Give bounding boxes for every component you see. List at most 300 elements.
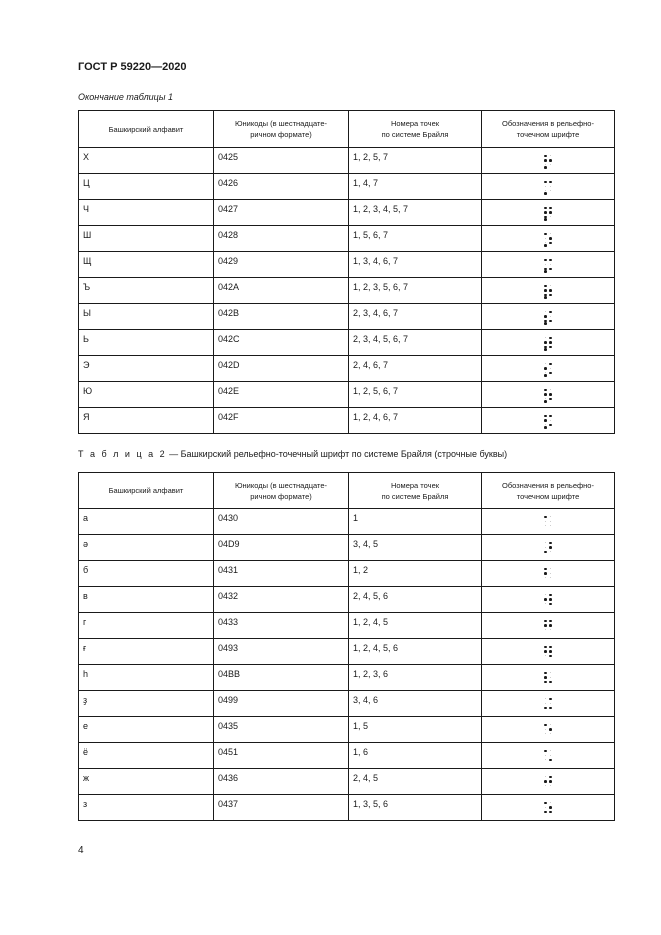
table-row [79,382,615,408]
raised-dot [549,776,552,779]
braille-dots-icon [543,775,553,789]
raised-dot [549,624,552,627]
unicode-cell: 0435 [214,717,349,743]
raised-dot [549,268,552,271]
raised-dot [544,750,547,753]
dot-numbers-cell: 1, 2, 5, 7 [349,148,482,174]
letter-cell: Ц [79,174,214,200]
raised-dot [549,728,552,731]
raised-dot [544,646,547,649]
table-1-body [79,148,615,434]
raised-dot [549,242,552,245]
table-row [79,252,615,278]
braille-dots-icon [543,336,553,350]
raised-dot [544,285,547,288]
empty-dot-position [545,807,546,808]
raised-dot [544,551,547,554]
braille-dots-icon [543,619,553,633]
raised-dot [549,646,552,649]
unicode-cell: 0429 [214,252,349,278]
braille-dots-icon [543,310,553,324]
unicode-cell: 0451 [214,743,349,769]
raised-dot [544,218,547,221]
dot-numbers-cell: 1, 3, 4, 6, 7 [349,252,482,278]
dot-numbers-cell: 1, 2, 5, 6, 7 [349,382,482,408]
column-header-alphabet [79,111,214,148]
empty-dot-position [545,238,546,239]
empty-dot-position [545,337,546,338]
letter-cell: в [79,587,214,613]
raised-dot [549,681,552,684]
raised-dot [544,192,547,195]
empty-dot-position [550,389,551,390]
column-header-unicode [214,111,349,148]
braille-cell [482,509,615,535]
raised-dot [544,181,547,184]
letter-cell: Ь [79,330,214,356]
braille-dots-icon [543,515,553,529]
table-2-body [79,509,615,821]
raised-dot [549,542,552,545]
raised-dot [544,155,547,158]
raised-dot [544,624,547,627]
empty-dot-position [550,190,551,191]
raised-dot [549,346,552,349]
unicode-cell: 0436 [214,769,349,795]
raised-dot [549,603,552,606]
dot-numbers-cell: 1, 6 [349,743,482,769]
raised-dot [549,594,552,597]
raised-dot [549,207,552,210]
braille-cell [482,665,615,691]
column-header-unicode-line1: Юникоды (в шестнадцате- [234,119,328,128]
dot-numbers-cell: 1 [349,509,482,535]
braille-cell [482,408,615,434]
raised-dot [549,759,552,762]
dot-numbers-cell: 1, 3, 5, 6 [349,795,482,821]
braille-dots-icon [543,414,553,428]
dot-numbers-cell: 2, 4, 5, 6 [349,587,482,613]
braille-dots-icon [543,645,553,659]
raised-dot [549,393,552,396]
column-header-alphabet-text: Башкирский алфавит [108,486,184,495]
table-2-caption-label: Т а б л и ц а 2 [78,449,167,459]
table-row [79,587,615,613]
empty-dot-position [545,542,546,543]
raised-dot [544,620,547,623]
braille-dots-icon [543,284,553,298]
braille-cell [482,174,615,200]
raised-dot [549,237,552,240]
empty-dot-position [545,190,546,191]
letter-cell: ә [79,535,214,561]
raised-dot [544,389,547,392]
raised-dot [549,159,552,162]
empty-dot-position [545,776,546,777]
braille-dots-icon [543,593,553,607]
braille-cell [482,278,615,304]
empty-dot-position [545,242,546,243]
table-row [79,665,615,691]
braille-dots-icon [543,180,553,194]
empty-dot-position [550,672,551,673]
raised-dot [549,546,552,549]
braille-dots-icon [543,541,553,555]
table-row [79,509,615,535]
table-row [79,174,615,200]
raised-dot [549,707,552,710]
raised-dot [544,207,547,210]
braille-dots-icon [543,362,553,376]
empty-dot-position [550,316,551,317]
raised-dot [544,348,547,351]
unicode-cell: 042A [214,278,349,304]
braille-cell [482,691,615,717]
empty-dot-position [550,285,551,286]
empty-dot-position [545,186,546,187]
dot-numbers-cell: 1, 2, 3, 4, 5, 7 [349,200,482,226]
table-row [79,691,615,717]
braille-cell [482,148,615,174]
braille-table-1 [78,110,615,434]
empty-dot-position [550,186,551,187]
letter-cell: е [79,717,214,743]
braille-cell [482,795,615,821]
dot-numbers-cell: 1, 2, 4, 5 [349,613,482,639]
table-row [79,148,615,174]
dot-numbers-cell: 1, 2, 4, 6, 7 [349,408,482,434]
raised-dot [549,211,552,214]
letter-cell: ғ [79,639,214,665]
raised-dot [544,802,547,805]
raised-dot [544,568,547,571]
braille-dots-icon [543,567,553,581]
raised-dot [549,620,552,623]
raised-dot [549,650,552,653]
column-header-dots-line2: по системе Брайля [381,491,449,501]
letter-cell: Щ [79,252,214,278]
raised-dot [544,811,547,814]
unicode-cell: 042C [214,330,349,356]
table-header-row [79,473,615,509]
dot-numbers-cell: 1, 5, 6, 7 [349,226,482,252]
column-header-unicode-line2: ричном формате) [250,491,312,501]
braille-dots-icon [543,697,553,711]
unicode-cell: 042B [214,304,349,330]
braille-dots-icon [543,671,553,685]
raised-dot [549,372,552,375]
table-row [79,717,615,743]
column-header-dots [349,111,482,148]
raised-dot [549,337,552,340]
dot-numbers-cell: 1, 4, 7 [349,174,482,200]
empty-dot-position [545,698,546,699]
unicode-cell: 0428 [214,226,349,252]
raised-dot [544,400,547,403]
unicode-cell: 0426 [214,174,349,200]
table-row [79,304,615,330]
empty-dot-position [545,372,546,373]
dot-numbers-cell: 2, 4, 6, 7 [349,356,482,382]
empty-dot-position [550,750,551,751]
braille-cell [482,330,615,356]
empty-dot-position [550,577,551,578]
empty-dot-position [545,755,546,756]
page-number: 4 [78,845,84,856]
empty-dot-position [545,655,546,656]
unicode-cell: 0431 [214,561,349,587]
unicode-cell: 0432 [214,587,349,613]
unicode-cell: 0430 [214,509,349,535]
dot-numbers-cell: 1, 2 [349,561,482,587]
letter-cell: Ю [79,382,214,408]
empty-dot-position [545,264,546,265]
braille-cell [482,226,615,252]
unicode-cell: 042E [214,382,349,408]
braille-dots-icon [543,723,553,737]
raised-dot [544,393,547,396]
raised-dot [544,259,547,262]
empty-dot-position [545,547,546,548]
unicode-cell: 0425 [214,148,349,174]
braille-cell [482,769,615,795]
empty-dot-position [550,703,551,704]
raised-dot [549,398,552,401]
table-row [79,561,615,587]
empty-dot-position [550,573,551,574]
braille-cell [482,743,615,769]
raised-dot [544,244,547,247]
empty-dot-position [550,516,551,517]
braille-table-2 [78,472,615,821]
empty-dot-position [545,424,546,425]
raised-dot [544,676,547,679]
empty-dot-position [545,729,546,730]
dot-numbers-cell: 1, 2, 4, 5, 6 [349,639,482,665]
raised-dot [549,289,552,292]
raised-dot [549,655,552,658]
table-row [79,769,615,795]
column-header-unicode-line2: ричном формате) [250,130,312,139]
raised-dot [544,419,547,422]
raised-dot [544,681,547,684]
raised-dot [549,415,552,418]
raised-dot [544,322,547,325]
raised-dot [549,424,552,427]
table-row [79,743,615,769]
raised-dot [549,363,552,366]
empty-dot-position [550,755,551,756]
unicode-cell: 0437 [214,795,349,821]
unicode-cell: 0499 [214,691,349,717]
braille-cell [482,356,615,382]
table-1-continuation-caption: Окончание таблицы 1 [78,92,173,102]
table-row [79,200,615,226]
dot-numbers-cell: 2, 4, 5 [349,769,482,795]
table-row [79,330,615,356]
table-2-caption-title: — Башкирский рельефно-точечный шрифт по системе Брайля (строчные буквы) [166,449,508,459]
empty-dot-position [545,603,546,604]
table-row [79,226,615,252]
braille-dots-icon [543,232,553,246]
empty-dot-position [550,551,551,552]
braille-cell [482,382,615,408]
braille-cell [482,613,615,639]
empty-dot-position [545,525,546,526]
empty-dot-position [545,164,546,165]
braille-cell [482,252,615,278]
empty-dot-position [545,733,546,734]
column-header-alphabet-text: Башкирский алфавит [108,124,184,134]
column-header-cell-line2: точечном шрифте [516,491,580,501]
unicode-cell: 0493 [214,639,349,665]
dot-numbers-cell: 2, 3, 4, 6, 7 [349,304,482,330]
dot-numbers-cell: 2, 3, 4, 5, 6, 7 [349,330,482,356]
empty-dot-position [550,785,551,786]
raised-dot [549,698,552,701]
braille-cell [482,639,615,665]
empty-dot-position [550,264,551,265]
raised-dot [549,311,552,314]
unicode-cell: 0427 [214,200,349,226]
raised-dot [549,811,552,814]
raised-dot [544,374,547,377]
raised-dot [544,367,547,370]
braille-cell [482,200,615,226]
unicode-cell: 04BB [214,665,349,691]
braille-cell [482,561,615,587]
raised-dot [549,181,552,184]
empty-dot-position [545,398,546,399]
empty-dot-position [550,629,551,630]
letter-cell: Ъ [79,278,214,304]
raised-dot [544,289,547,292]
raised-dot [549,341,552,344]
letter-cell: Х [79,148,214,174]
empty-dot-position [550,164,551,165]
column-header-braille-cell [482,111,615,148]
empty-dot-position [550,521,551,522]
raised-dot [549,259,552,262]
letter-cell: а [79,509,214,535]
dot-numbers-cell: 3, 4, 5 [349,535,482,561]
raised-dot [544,315,547,318]
empty-dot-position [550,233,551,234]
table-row [79,278,615,304]
braille-dots-icon [543,258,553,272]
dot-numbers-cell: 1, 2, 3, 5, 6, 7 [349,278,482,304]
column-header-braille-cell [482,473,615,509]
document-header: ГОСТ Р 59220—2020 [78,61,187,73]
raised-dot [544,672,547,675]
raised-dot [544,166,547,169]
column-header-cell-line1: Обозначения в рельефно- [502,119,594,128]
empty-dot-position [545,629,546,630]
letter-cell: Ы [79,304,214,330]
empty-dot-position [550,724,551,725]
column-header-unicode [214,473,349,509]
braille-dots-icon [543,801,553,815]
table-header-row [79,111,615,148]
dot-numbers-cell: 3, 4, 6 [349,691,482,717]
braille-cell [482,304,615,330]
raised-dot [549,598,552,601]
letter-cell: Я [79,408,214,434]
letter-cell: Ч [79,200,214,226]
table-row [79,408,615,434]
raised-dot [544,211,547,214]
empty-dot-position [545,703,546,704]
empty-dot-position [545,577,546,578]
raised-dot [544,426,547,429]
raised-dot [544,296,547,299]
empty-dot-position [550,733,551,734]
empty-dot-position [545,311,546,312]
raised-dot [544,650,547,653]
empty-dot-position [550,216,551,217]
raised-dot [544,780,547,783]
letter-cell: ж [79,769,214,795]
empty-dot-position [545,759,546,760]
letter-cell: ҙ [79,691,214,717]
column-header-dots-line1: Номера точек [390,480,440,490]
braille-dots-icon [543,388,553,402]
braille-cell [482,717,615,743]
table-row [79,535,615,561]
table-row [79,795,615,821]
braille-dots-icon [543,749,553,763]
empty-dot-position [550,155,551,156]
empty-dot-position [545,521,546,522]
dot-numbers-cell: 1, 2, 3, 6 [349,665,482,691]
empty-dot-position [545,785,546,786]
empty-dot-position [550,368,551,369]
raised-dot [544,341,547,344]
table-row [79,356,615,382]
raised-dot [544,516,547,519]
raised-dot [549,320,552,323]
empty-dot-position [550,677,551,678]
column-header-dots-line2: по системе Брайля [381,130,449,139]
empty-dot-position [550,568,551,569]
table-row [79,639,615,665]
column-header-alphabet [79,473,214,509]
table-row [79,613,615,639]
empty-dot-position [545,363,546,364]
empty-dot-position [550,525,551,526]
unicode-cell: 04D9 [214,535,349,561]
unicode-cell: 0433 [214,613,349,639]
raised-dot [544,598,547,601]
unicode-cell: 042F [214,408,349,434]
raised-dot [549,780,552,783]
table-2-caption [78,449,507,459]
column-header-dots [349,473,482,509]
unicode-cell: 042D [214,356,349,382]
letter-cell: һ [79,665,214,691]
letter-cell: Ш [79,226,214,252]
raised-dot [544,159,547,162]
letter-cell: з [79,795,214,821]
raised-dot [544,233,547,236]
raised-dot [549,294,552,297]
empty-dot-position [550,420,551,421]
braille-dots-icon [543,206,553,220]
dot-numbers-cell: 1, 5 [349,717,482,743]
braille-cell [482,587,615,613]
column-header-unicode-line1: Юникоды (в шестнадцате- [234,480,328,490]
empty-dot-position [550,802,551,803]
